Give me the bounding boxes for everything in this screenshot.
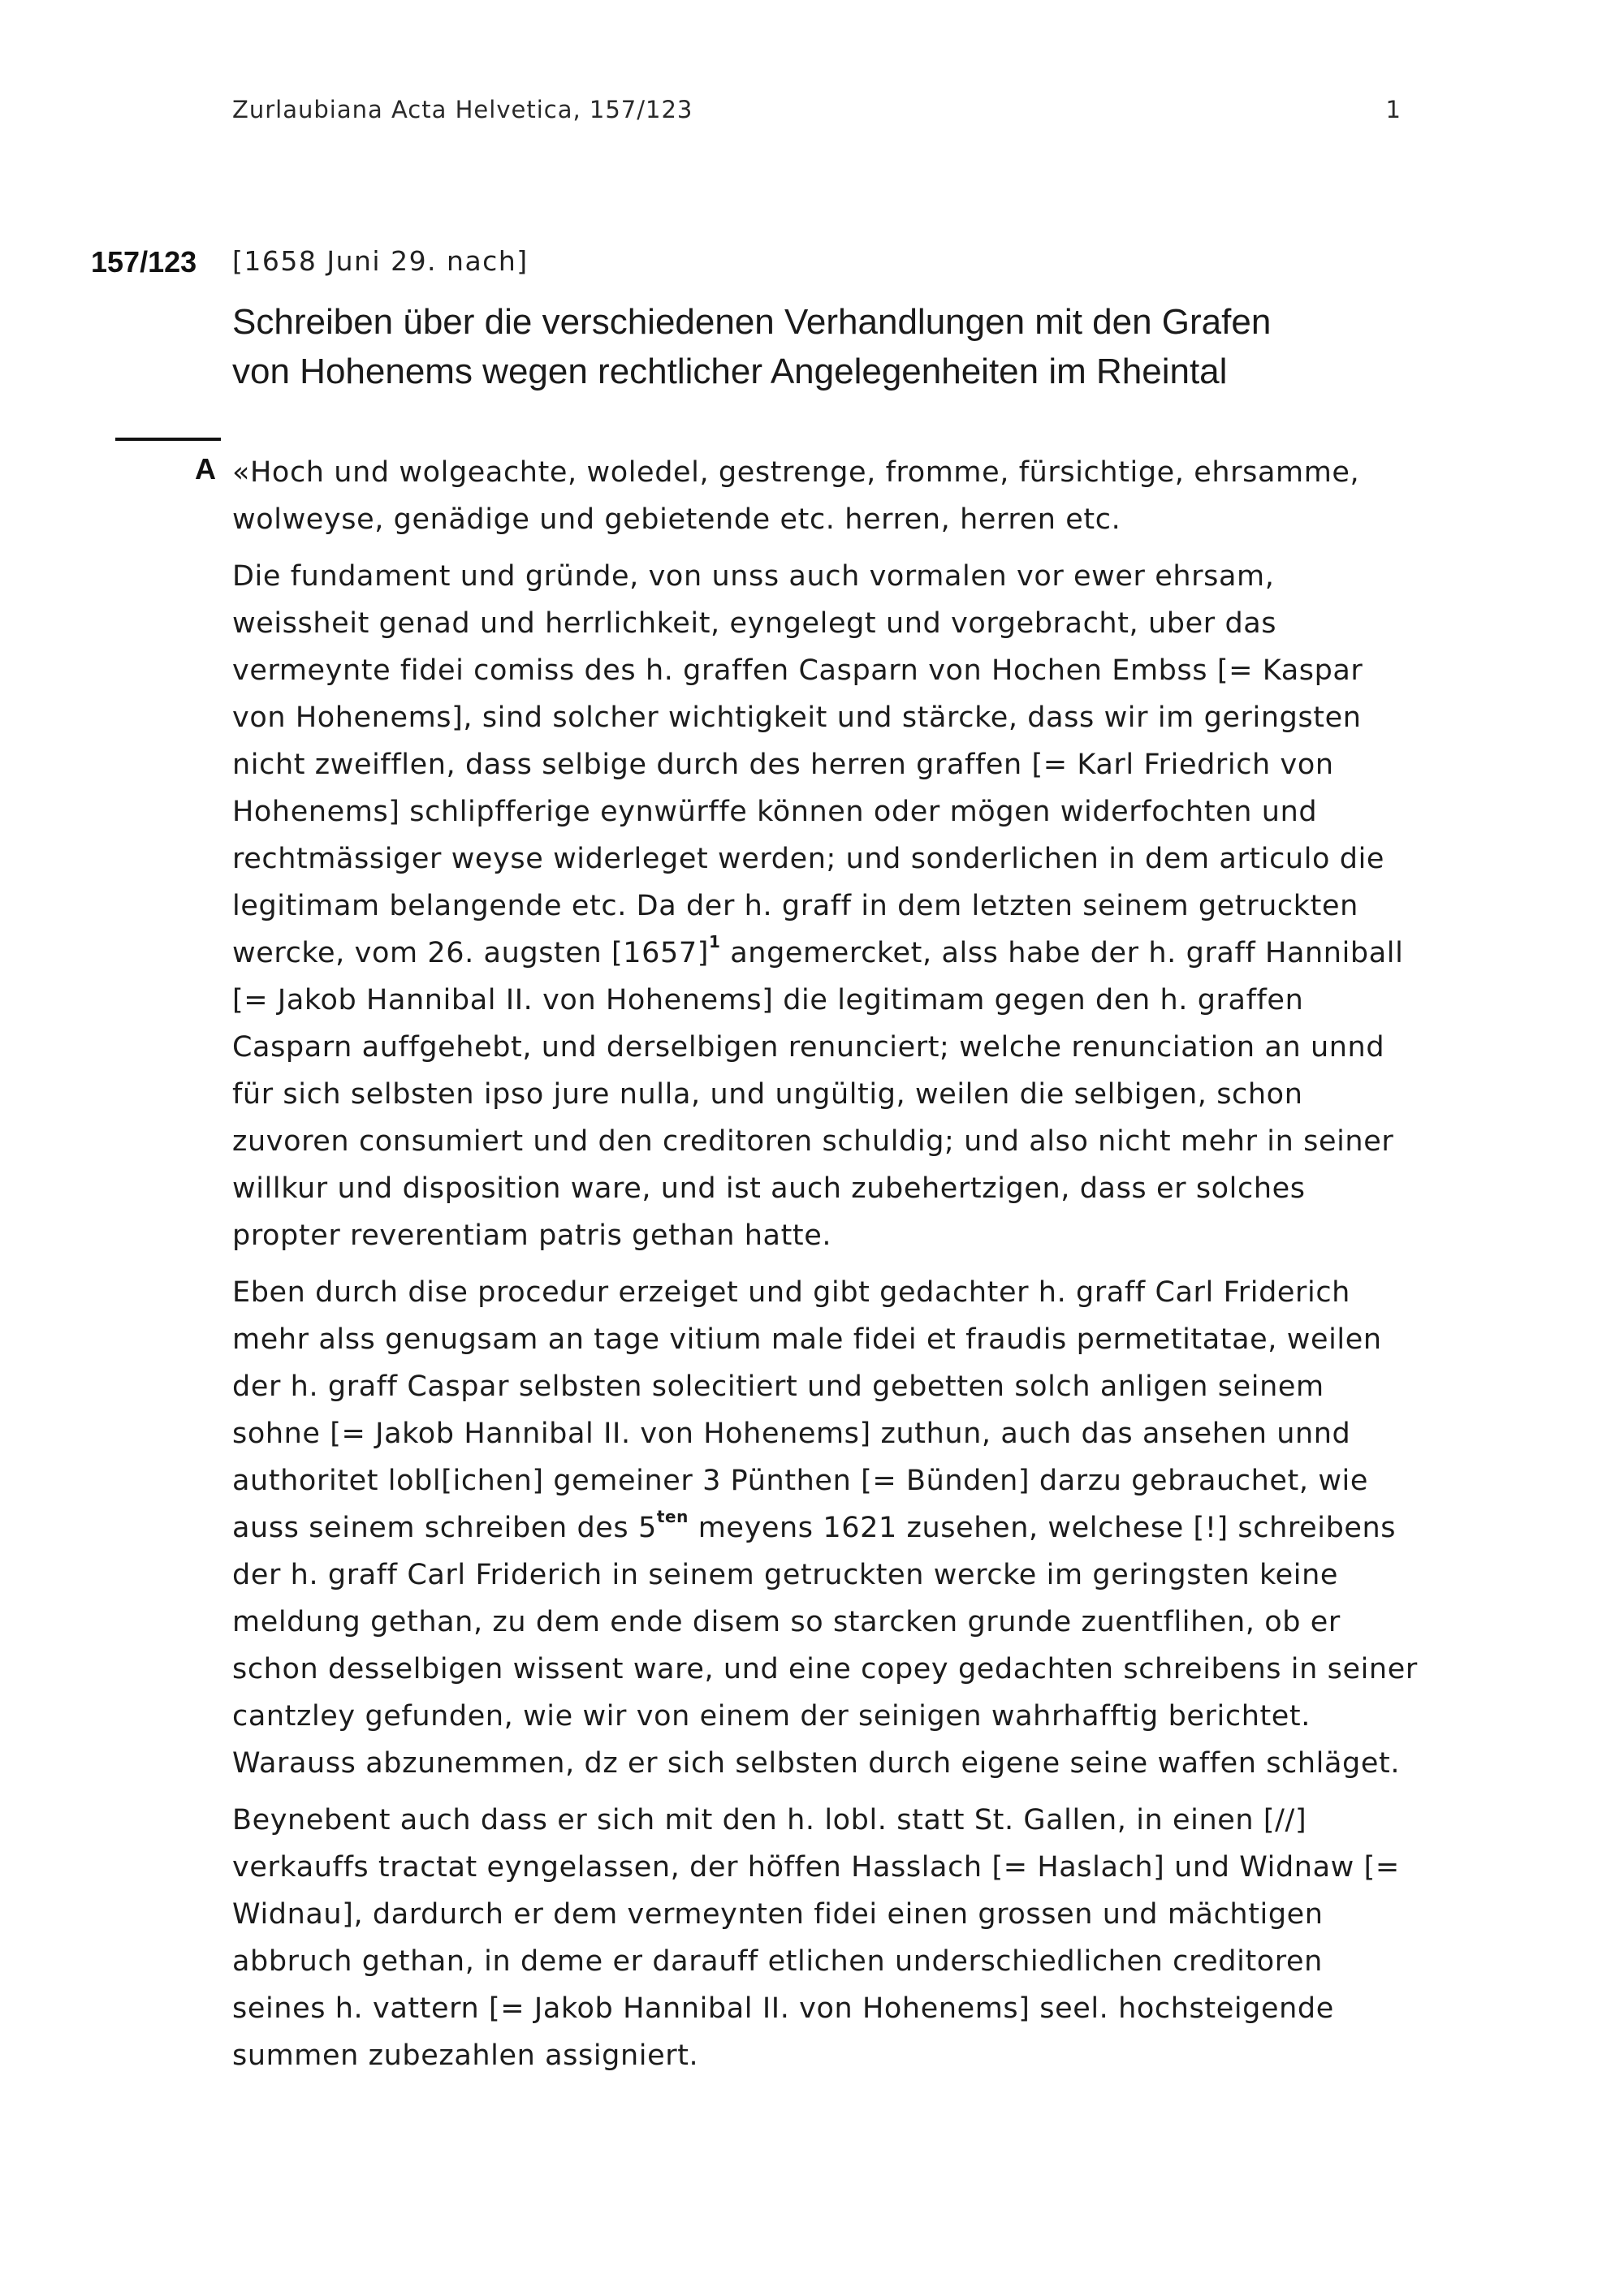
paragraph-3: [232, 1269, 1418, 1787]
paragraph-3-text-a: Eben durch dise procedur erzeiget und gibt gedachter h. graff Carl Friderich mehr alss genugsam an tage vitium male fidei et fraudis permetitatae, weilen der h. graff Caspar selbsten solecitiert und gebetten solch anligen seinem sohne [= Jakob Hannibal II. von Hohenems] zuthun, auch das ansehen unnd authoritet lobl[ichen] gemeiner 3 Pünthen [= Bünden] darzu gebrauchet, wie auss seinem schreiben des 5: [232, 1276, 1382, 1544]
page-number: 1: [1385, 96, 1402, 123]
paragraph-salutation: «Hoch und wolgeachte, woledel, gestrenge, fromme, fürsichtige, ehrsamme, wolweyse, genädige und gebietende etc. herren, herren etc.: [232, 456, 1360, 536]
document-body: [232, 449, 1418, 2089]
paragraph-2: [232, 553, 1418, 1259]
paragraph-2-text-a: Die fundament und gründe, von unss auch vormalen vor ewer ehrsam, weissheit genad und herrlichkeit, eyngelegt und vorgebracht, uber das vermeynte fidei comiss des h. graffen Casparn von Hochen Embss [= Kaspar von Hohenems], sind solcher wichtigkeit und stärcke, dass wir im geringsten nicht zweifflen, dass selbige durch des herren graffen [= Karl Friedrich von Hohenems] schlipfferige eynwürffe können oder mögen widerfochten und rechtmässiger weyse widerleget werden; und sonderlichen in dem articulo die legitimam belangende etc. Da der h. graff in dem letzten seinem getruckten wercke, vom 26. augsten [1657]: [232, 560, 1385, 969]
series-title: Zurlaubiana Acta Helvetica, 157/123: [232, 96, 693, 123]
document-number: 157/123: [91, 245, 197, 278]
document-title-line-2: von Hohenems wegen rechtlicher Angelegenheiten im Rheintal: [232, 352, 1228, 391]
footnote-marker: 1: [709, 932, 721, 952]
running-header: [232, 96, 1402, 128]
paragraph-4: Beynebent auch dass er sich mit den h. lobl. statt St. Gallen, in einen [//] verkauffs tractat eyngelassen, der höffen Hasslach [= Haslach] und Widnaw [= Widnau], dardurch er dem vermeynten fidei einen grossen und mächtigen abbruch gethan, in deme er darauff etlichen underschiedlichen creditoren seines h. vattern [= Jakob Hannibal II. von Hohenems] seel. hochsteigende summen zubezahlen assigniert.: [232, 1804, 1400, 2072]
document-title: [232, 297, 1418, 396]
document-title-line-1: Schreiben über die verschiedenen Verhandlungen mit den Grafen: [232, 302, 1272, 342]
document-date: [1658 Juni 29. nach]: [232, 245, 529, 277]
ordinal-superscript: ten: [656, 1507, 689, 1526]
section-marker: A: [195, 452, 216, 486]
paragraph-2-text-b: angemercket, alss habe der h. graff Hanniball [= Jakob Hannibal II. von Hohenems] die legitimam gegen den h. graffen Casparn auffgehebt, und derselbigen renunciert; welche renunciation an unnd für sich selbsten ipso jure nulla, und ungültig, weilen die selbigen, schon zuvoren consumiert und den creditoren schuldig; und also nicht mehr in seiner willkur und disposition ware, und ist auch zubehertzigen, dass er solches propter reverentiam patris gethan hatte.: [232, 937, 1404, 1252]
paragraph-3-text-b: meyens 1621 zusehen, welchese [!] schreibens der h. graff Carl Friderich in seinem getruckten wercke im geringsten keine meldung gethan, zu dem ende disem so starcken grunde zuentflihen, ob er schon desselbigen wissent ware, und eine copey gedachten schreibens in seiner cantzley gefunden, wie wir von einem der seinigen wahrhafftig berichtet. Warauss abzunemmen, dz er sich selbsten durch eigene seine waffen schläget.: [232, 1512, 1418, 1780]
section-divider: [115, 438, 221, 441]
